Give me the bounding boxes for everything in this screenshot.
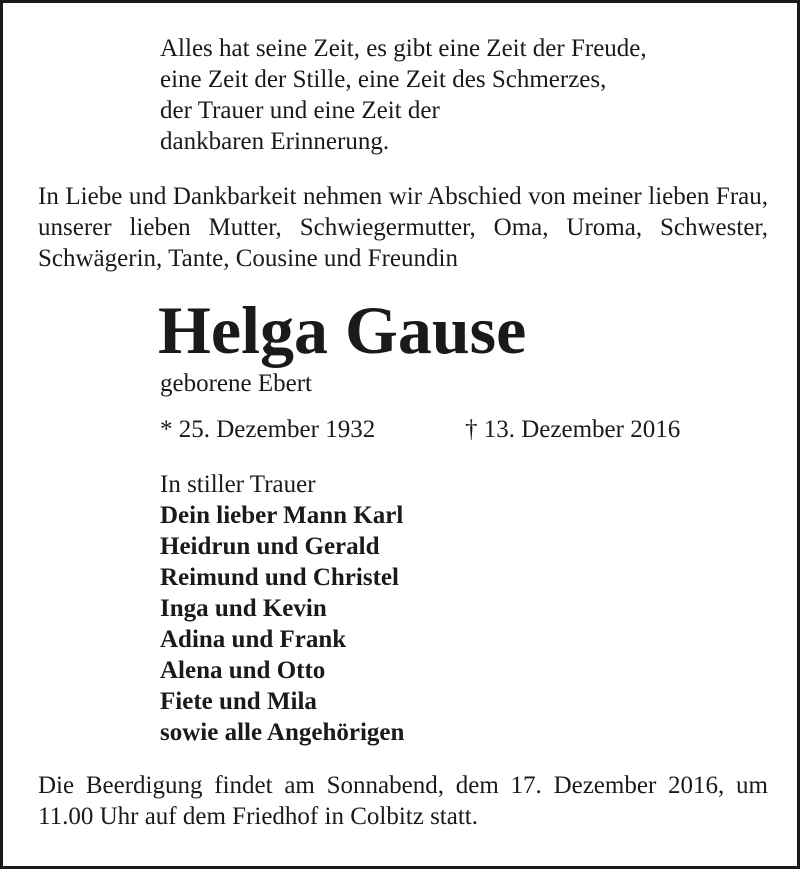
mourner-entry: Dein lieber Mann Karl xyxy=(160,502,404,529)
mourners-list xyxy=(160,500,404,748)
funeral-info: Die Beerdigung findet am Sonnabend, dem 17. Dezember 2016, um 11.00 Uhr auf dem Friedhof in Colbitz statt. xyxy=(38,772,768,830)
farewell-text: In Liebe und Dankbarkeit nehmen wir Abschied von meiner lieben Frau, unserer lieben Mutter, Schwiegermutter, Oma, Uroma, Schwester, Schwägerin, Tante, Cousine und Freundin xyxy=(38,183,768,272)
mourner-entry: Fiete und Mila xyxy=(160,688,317,715)
mourners-intro: In stiller Trauer xyxy=(160,471,316,498)
mourner-entry: Inga und Kevin xyxy=(160,595,327,622)
maiden-name: geborene Ebert xyxy=(160,370,313,397)
death-date: † 13. Dezember 2016 xyxy=(465,416,681,443)
mourner-entry: Heidrun und Gerald xyxy=(160,533,380,560)
mourner-entry: sowie alle Angehörigen xyxy=(160,719,405,746)
poem-line: eine Zeit der Stille, eine Zeit des Schmerzes, xyxy=(160,66,607,93)
mourner-entry: Adina und Frank xyxy=(160,626,347,653)
poem-line: Alles hat seine Zeit, es gibt eine Zeit der Freude, xyxy=(160,35,647,62)
deceased-name: Helga Gause xyxy=(158,292,527,368)
poem-line: der Trauer und eine Zeit der xyxy=(160,97,440,124)
mourner-entry: Alena und Otto xyxy=(160,657,326,684)
mourner-entry: Reimund und Christel xyxy=(160,564,399,591)
poem-line: dankbaren Erinnerung. xyxy=(160,128,390,155)
poem xyxy=(160,33,647,157)
birth-date: * 25. Dezember 1932 xyxy=(160,416,376,443)
